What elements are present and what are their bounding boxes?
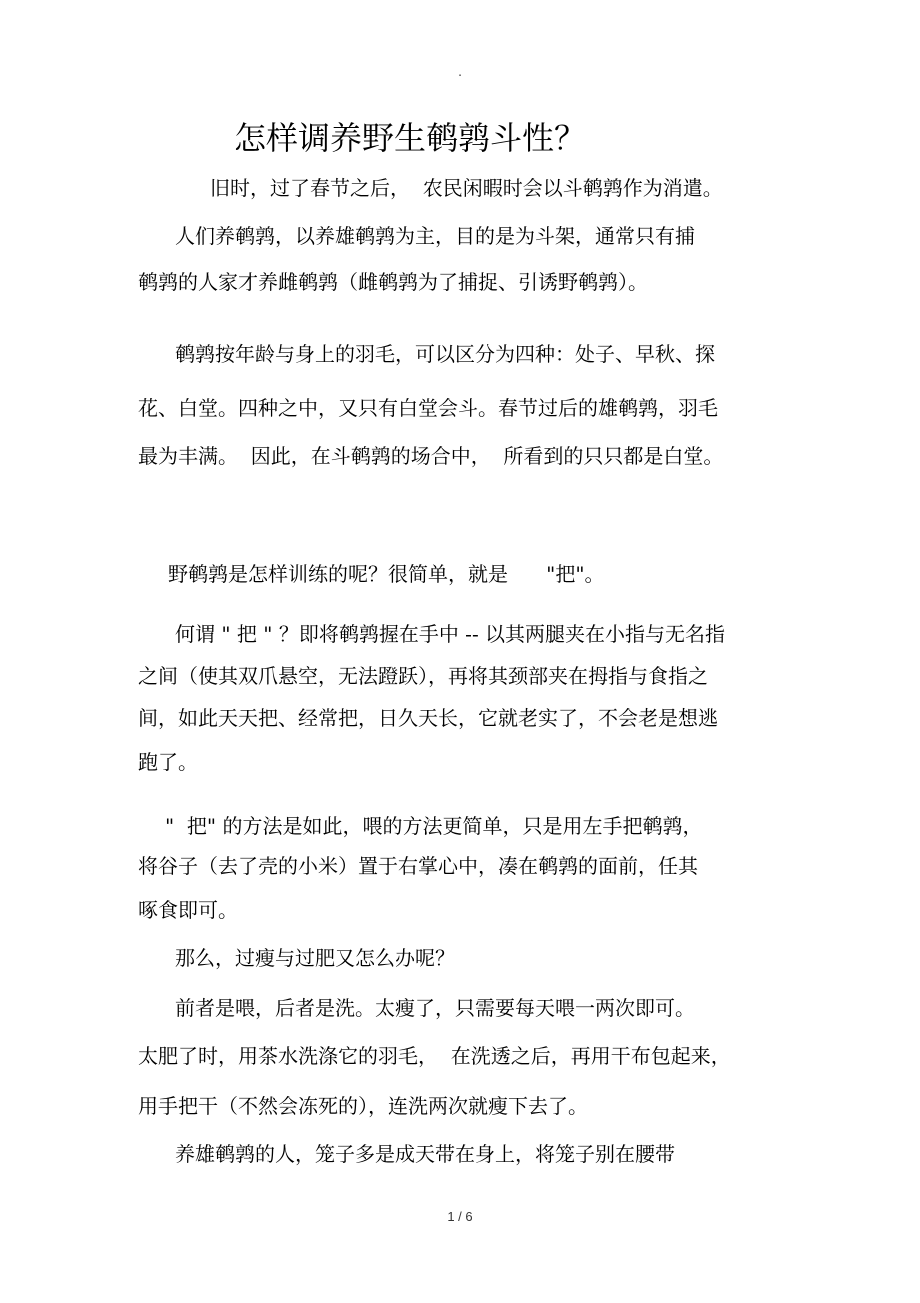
text-line: 野鹌鹑是怎样训练的呢？很简单，就是 "把"。: [168, 562, 605, 586]
text-line: 跑了。: [138, 750, 198, 774]
text-line: 旧时，过了春节之后， 农民闲暇时会以斗鹌鹑作为消遣。: [210, 176, 723, 200]
text-line: 最为丰满。 因此，在斗鹌鹑的场合中， 所看到的只只都是白堂。: [138, 444, 724, 468]
text-line: 何谓 " 把 " ？即将鹌鹑握在手中 -- 以其两腿夹在小指与无名指: [175, 622, 726, 646]
text-line: 啄食即可。: [138, 898, 238, 922]
text-line: 将谷子（去了壳的小米）置于右掌心中，凑在鹌鹑的面前，任其: [138, 854, 698, 878]
text-line: 前者是喂，后者是洗。太瘦了，只需要每天喂一两次即可。: [175, 996, 695, 1020]
text-line: 之间（使其双爪悬空，无法蹬跃），再将其颈部夹在拇指与食指之: [138, 664, 708, 688]
text-line: 养雄鹌鹑的人，笼子多是成天带在身上，将笼子别在腰带: [175, 1142, 675, 1166]
page-number: 1 / 6: [447, 1209, 473, 1224]
page-title: 怎样调养野生鹌鹑斗性？: [234, 119, 587, 157]
text-line: " 把" 的方法是如此，喂的方法更简单，只是用左手把鹌鹑，: [165, 814, 703, 838]
text-line: 那么，过瘦与过肥又怎么办呢？: [175, 946, 455, 970]
text-line: 太肥了时，用茶水洗涤它的羽毛， 在洗透之后，再用干布包起来，: [138, 1044, 731, 1068]
text-line: 花、白堂。四种之中，又只有白堂会斗。春节过后的雄鹌鹑，羽毛: [138, 396, 718, 420]
text-line: 人们养鹌鹑，以养雄鹌鹑为主，目的是为斗架，通常只有捕: [175, 224, 695, 248]
text-line: 间，如此天天把、经常把，日久天长，它就老实了，不会老是想逃: [138, 706, 718, 730]
text-line: 鹌鹑按年龄与身上的羽毛，可以区分为四种：处子、早秋、探: [175, 342, 715, 366]
text-line: 鹌鹑的人家才养雌鹌鹑（雌鹌鹑为了捕捉、引诱野鹌鹑）。: [138, 270, 648, 294]
text-line: 用手把干（不然会冻死的），连洗两次就瘦下去了。: [138, 1094, 588, 1118]
header-mark: .: [458, 65, 462, 79]
